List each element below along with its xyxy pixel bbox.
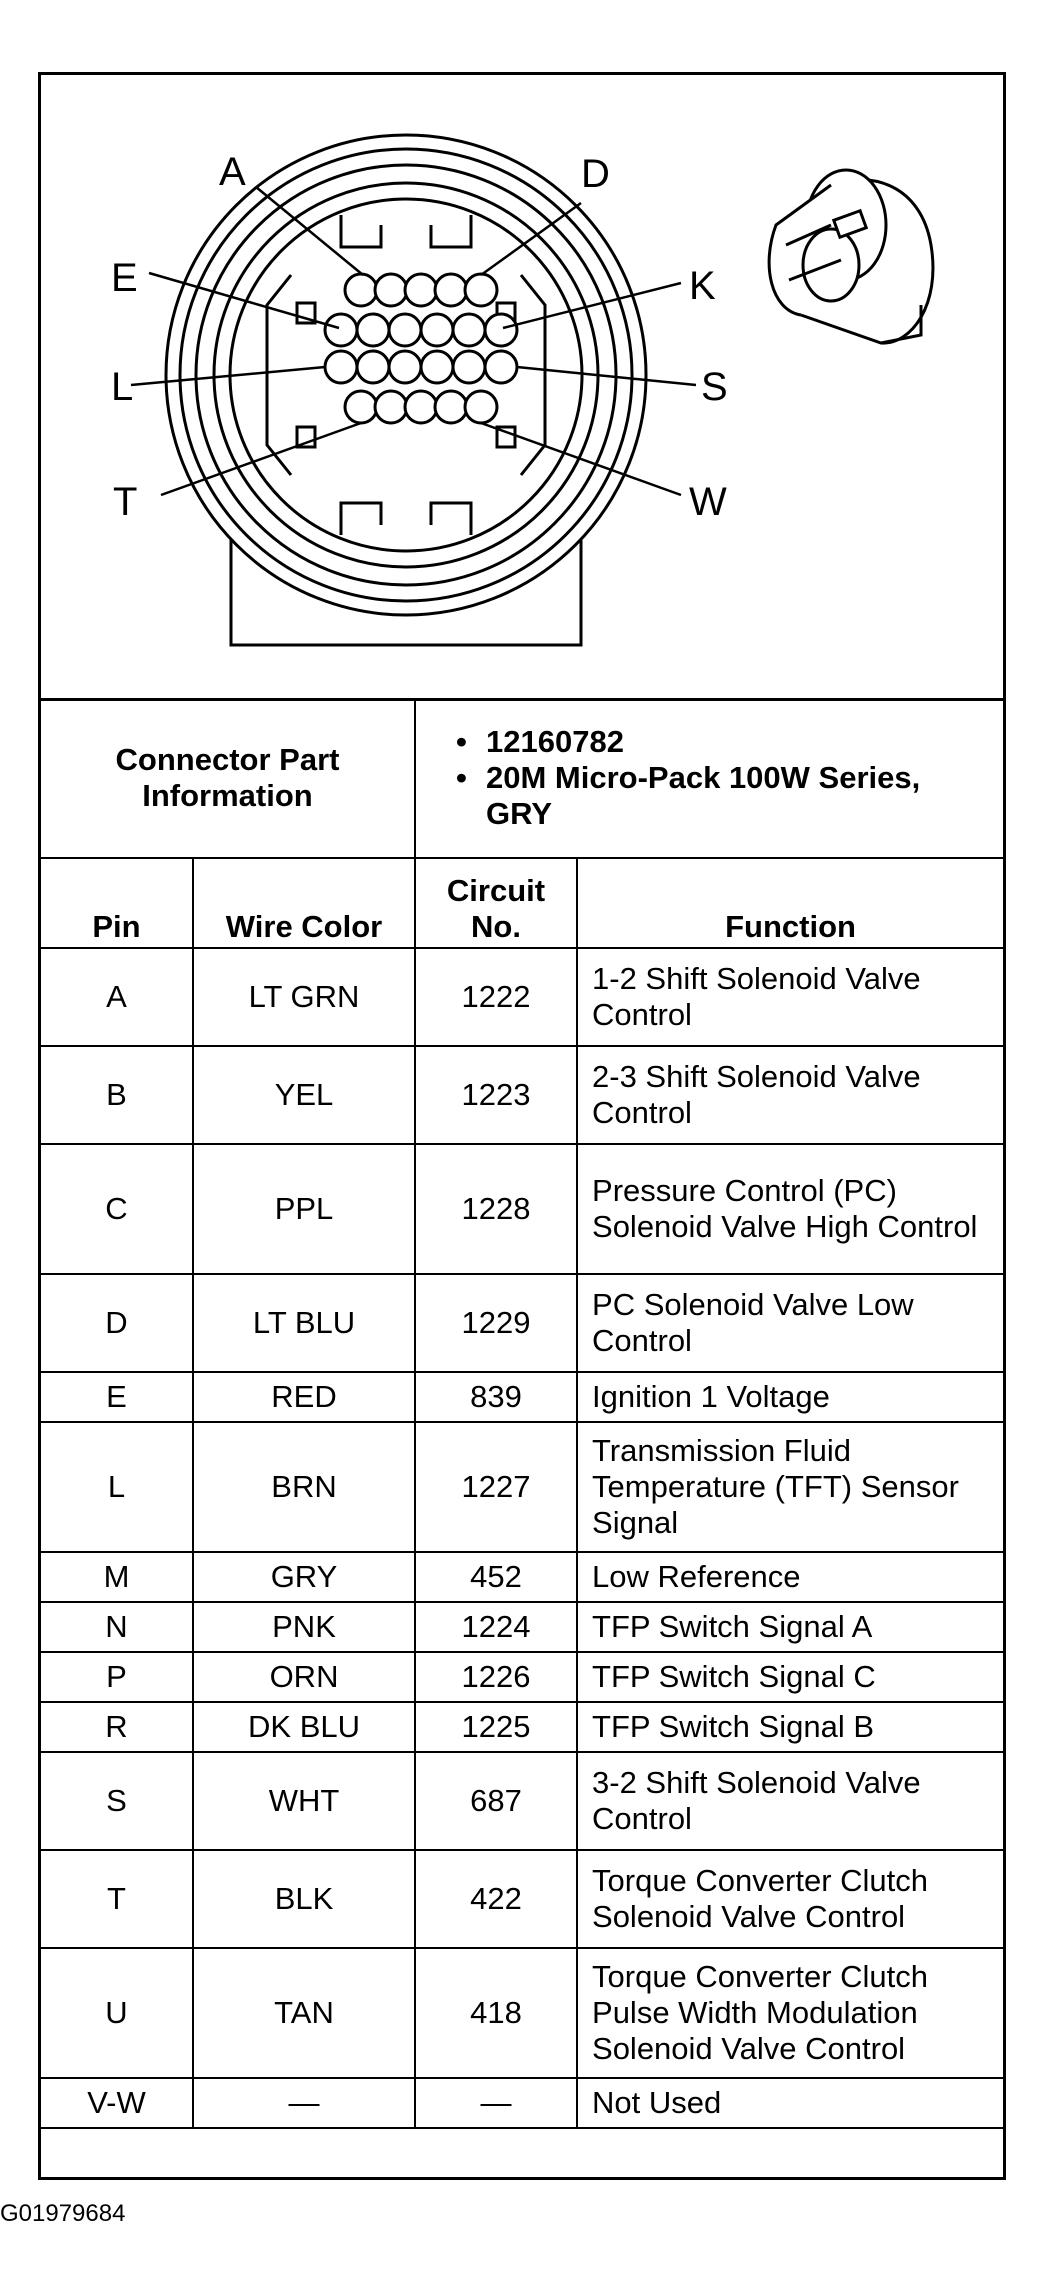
pin-label-d: D: [581, 152, 610, 196]
pin-cell: M: [41, 1552, 193, 1602]
wire-color-cell: BRN: [193, 1422, 415, 1552]
pin-cell: R: [41, 1702, 193, 1752]
pin-label-w: W: [689, 480, 727, 524]
pin-cell: C: [41, 1144, 193, 1274]
function-cell: PC Solenoid Valve Low Control: [577, 1274, 1003, 1372]
pin-label-s: S: [701, 365, 728, 409]
table-row: [41, 1752, 1003, 1850]
wire-color-cell: —: [193, 2078, 415, 2128]
function-cell: TFP Switch Signal A: [577, 1602, 1003, 1652]
function-cell: Not Used: [577, 2078, 1003, 2128]
pin-label-k: K: [689, 264, 716, 308]
header-function: Function: [577, 858, 1003, 948]
table-row: [41, 1652, 1003, 1702]
circuit-cell: 1222: [415, 948, 577, 1046]
connector-diagram: [41, 75, 1003, 701]
pin-cell: L: [41, 1422, 193, 1552]
table-row: [41, 1046, 1003, 1144]
header-circuit-no: Circuit No.: [415, 858, 577, 948]
connector-part-info-label: Connector Part Information: [41, 698, 415, 858]
connector-frame: [38, 72, 1006, 2180]
table-row: [41, 1850, 1003, 1948]
part-number: 12160782: [486, 723, 624, 759]
connector-part-info-values: • 12160782 • 20M Micro-Pack 100W Series, GRY: [415, 698, 1003, 858]
circuit-cell: 1227: [415, 1422, 577, 1552]
wire-color-cell: PNK: [193, 1602, 415, 1652]
circuit-cell: —: [415, 2078, 577, 2128]
connector-face-drawing: [41, 75, 1003, 698]
wire-color-cell: LT GRN: [193, 948, 415, 1046]
table-row: [41, 1602, 1003, 1652]
table-row: [41, 1948, 1003, 2078]
pin-cell: U: [41, 1948, 193, 2078]
function-cell: Ignition 1 Voltage: [577, 1372, 1003, 1422]
circuit-cell: 1228: [415, 1144, 577, 1274]
circuit-cell: 1225: [415, 1702, 577, 1752]
connector-pinout-table: [41, 698, 1003, 2129]
pin-cell: E: [41, 1372, 193, 1422]
wire-color-cell: RED: [193, 1372, 415, 1422]
function-cell: TFP Switch Signal C: [577, 1652, 1003, 1702]
function-cell: Pressure Control (PC) Solenoid Valve High Control: [577, 1144, 1003, 1274]
table-row: [41, 948, 1003, 1046]
function-cell: Low Reference: [577, 1552, 1003, 1602]
pin-cell: T: [41, 1850, 193, 1948]
function-cell: Transmission Fluid Temperature (TFT) Sensor Signal: [577, 1422, 1003, 1552]
pin-label-l: L: [111, 365, 134, 409]
table-header-row: [41, 858, 1003, 948]
wire-color-cell: YEL: [193, 1046, 415, 1144]
part-series: 20M Micro-Pack 100W Series, GRY: [486, 759, 921, 831]
pin-cell: S: [41, 1752, 193, 1850]
function-cell: 3-2 Shift Solenoid Valve Control: [577, 1752, 1003, 1850]
pin-label-a: A: [219, 150, 246, 194]
circuit-cell: 452: [415, 1552, 577, 1602]
table-row: [41, 2078, 1003, 2128]
connector-info-row: [41, 698, 1003, 858]
function-cell: Torque Converter Clutch Pulse Width Modulation Solenoid Valve Control: [577, 1948, 1003, 2078]
table-row: [41, 1702, 1003, 1752]
wire-color-cell: ORN: [193, 1652, 415, 1702]
function-cell: 2-3 Shift Solenoid Valve Control: [577, 1046, 1003, 1144]
function-cell: 1-2 Shift Solenoid Valve Control: [577, 948, 1003, 1046]
pin-cell: N: [41, 1602, 193, 1652]
pin-label-e: E: [111, 256, 138, 300]
pin-cell: P: [41, 1652, 193, 1702]
table-row: [41, 1422, 1003, 1552]
circuit-cell: 1224: [415, 1602, 577, 1652]
pin-cell: B: [41, 1046, 193, 1144]
circuit-cell: 839: [415, 1372, 577, 1422]
circuit-cell: 1229: [415, 1274, 577, 1372]
wire-color-cell: BLK: [193, 1850, 415, 1948]
function-cell: TFP Switch Signal B: [577, 1702, 1003, 1752]
wire-color-cell: LT BLU: [193, 1274, 415, 1372]
circuit-cell: 1226: [415, 1652, 577, 1702]
wire-color-cell: PPL: [193, 1144, 415, 1274]
circuit-cell: 418: [415, 1948, 577, 2078]
table-row: [41, 1274, 1003, 1372]
connector-isometric-icon: [769, 170, 933, 343]
table-row: [41, 1144, 1003, 1274]
pin-cell: A: [41, 948, 193, 1046]
figure-code: G01979684: [0, 2200, 126, 2227]
pin-label-t: T: [113, 480, 138, 524]
pin-cell: D: [41, 1274, 193, 1372]
wire-color-cell: WHT: [193, 1752, 415, 1850]
wire-color-cell: DK BLU: [193, 1702, 415, 1752]
circuit-cell: 422: [415, 1850, 577, 1948]
pin-cell: V-W: [41, 2078, 193, 2128]
wire-color-cell: GRY: [193, 1552, 415, 1602]
circuit-cell: 1223: [415, 1046, 577, 1144]
table-row: [41, 1552, 1003, 1602]
header-wire-color: Wire Color: [193, 858, 415, 948]
wire-color-cell: TAN: [193, 1948, 415, 2078]
circuit-cell: 687: [415, 1752, 577, 1850]
header-pin: Pin: [41, 858, 193, 948]
function-cell: Torque Converter Clutch Solenoid Valve Control: [577, 1850, 1003, 1948]
table-row: [41, 1372, 1003, 1422]
